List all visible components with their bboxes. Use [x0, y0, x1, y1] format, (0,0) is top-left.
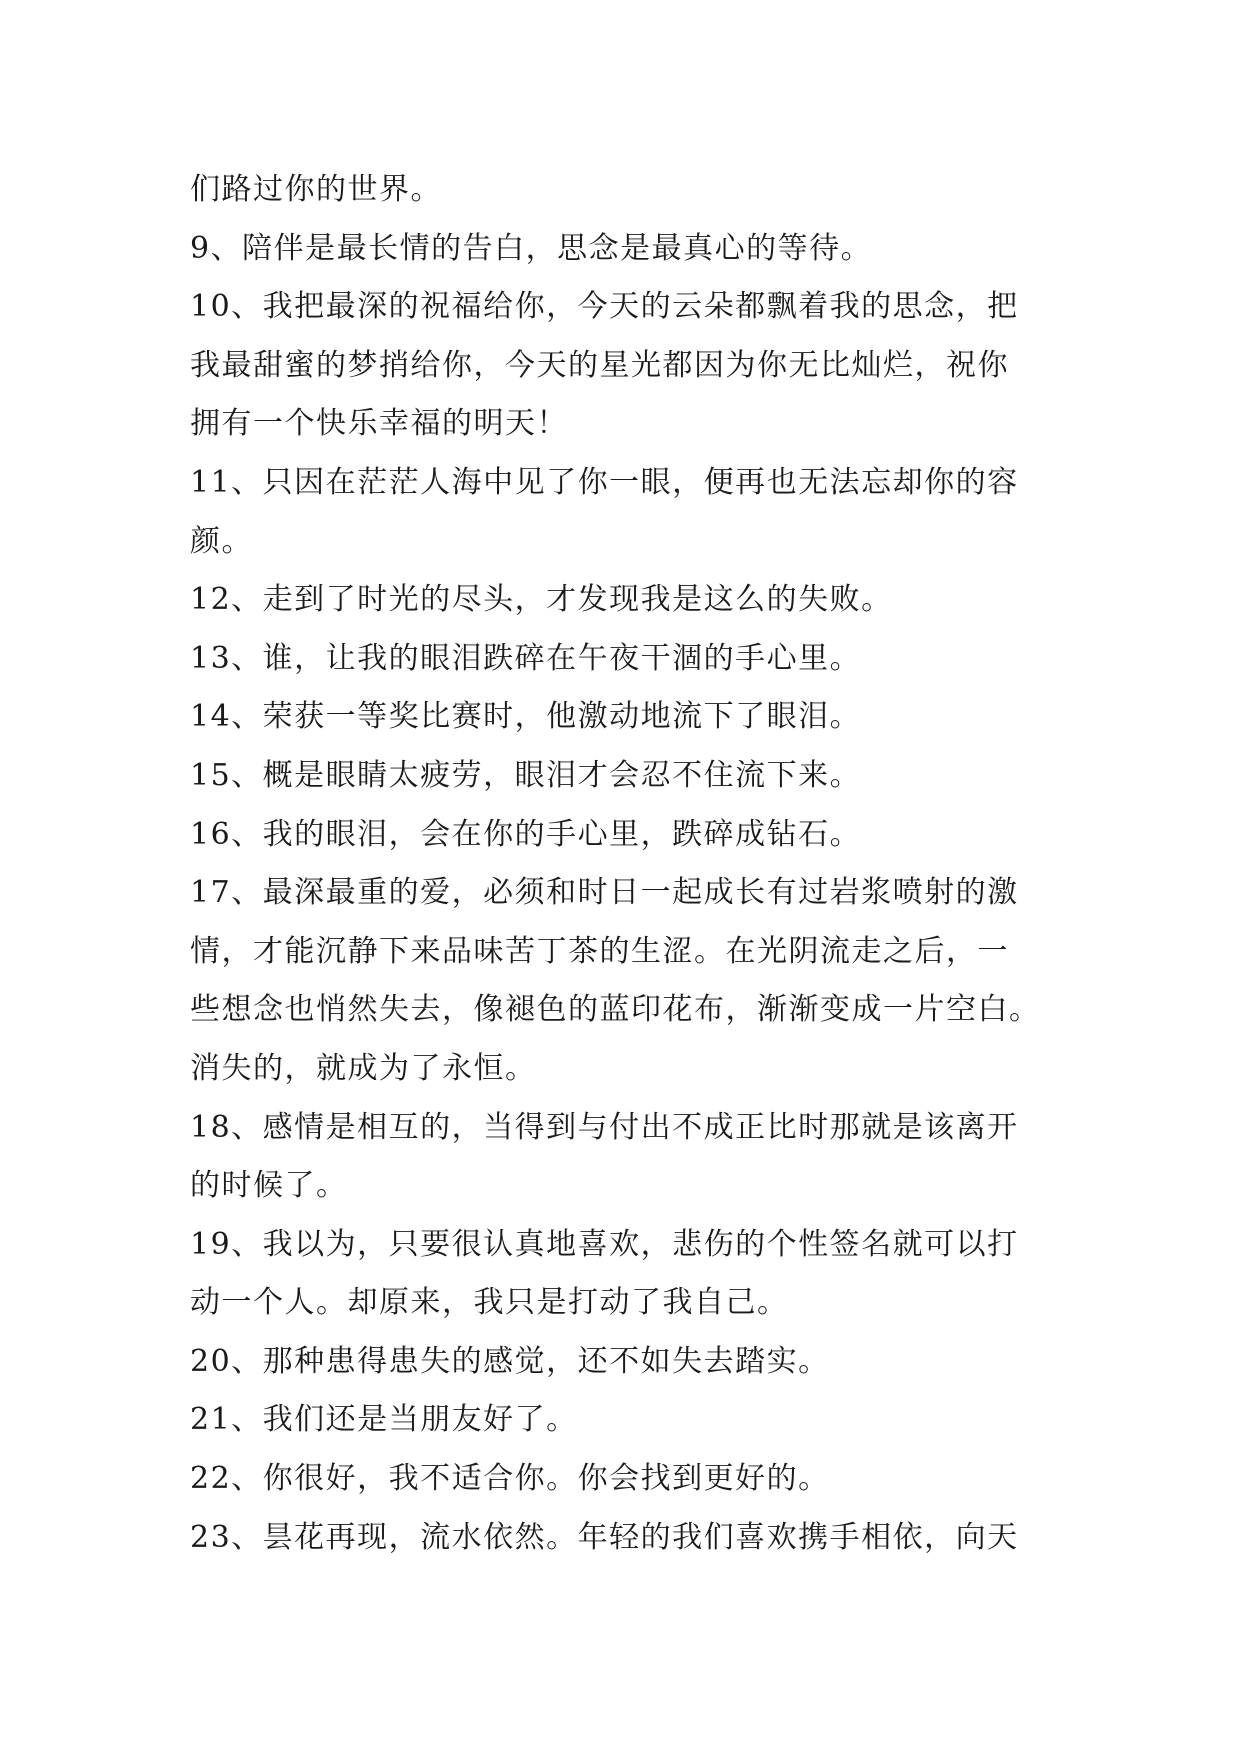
body-text [190, 161, 1060, 1567]
text-line: 拥有一个快乐幸福的明天！ [190, 406, 568, 442]
text-line: 9、陪伴是最长情的告白，思念是最真心的等待。 [190, 230, 873, 266]
text-line: 23、昙花再现，流水依然。年轻的我们喜欢携手相依，向天 [190, 1519, 1019, 1555]
text-line: 22、你很好，我不适合你。你会找到更好的。 [190, 1461, 830, 1497]
text-line: 14、荣获一等奖比赛时，他激动地流下了眼泪。 [190, 699, 862, 735]
text-line: 19、我以为，只要很认真地喜欢，悲伤的个性签名就可以打 [190, 1226, 1019, 1262]
text-line: 些想念也悄然失去，像褪色的蓝印花布，渐渐变成一片空白。 [190, 992, 1041, 1028]
text-line: 20、那种患得患失的感觉，还不如失去踏实。 [190, 1343, 830, 1379]
text-line: 12、走到了时光的尽头，才发现我是这么的失败。 [190, 582, 893, 618]
text-line: 13、谁，让我的眼泪跌碎在午夜干涸的手心里。 [190, 640, 862, 676]
text-line: 颜。 [190, 523, 253, 559]
text-line: 18、感情是相互的，当得到与付出不成正比时那就是该离开 [190, 1109, 1019, 1145]
text-line: 消失的，就成为了永恒。 [190, 1050, 537, 1086]
text-line: 15、概是眼睛太疲劳，眼泪才会忍不住流下来。 [190, 757, 862, 793]
text-line: 们路过你的世界。 [190, 172, 442, 207]
text-line: 17、最深最重的爱，必须和时日一起成长有过岩浆喷射的激 [190, 875, 1019, 911]
text-line: 16、我的眼泪，会在你的手心里，跌碎成钻石。 [190, 816, 862, 852]
text-line: 我最甜蜜的梦捎给你，今天的星光都因为你无比灿烂，祝你 [190, 347, 1009, 383]
text-line: 动一个人。却原来，我只是打动了我自己。 [190, 1285, 789, 1321]
text-line: 10、我把最深的祝福给你，今天的云朵都飘着我的思念，把 [190, 289, 1019, 325]
text-line: 21、我们还是当朋友好了。 [190, 1402, 578, 1438]
text-line: 的时候了。 [190, 1168, 348, 1204]
text-line: 11、只因在茫茫人海中见了你一眼，便再也无法忘却你的容 [190, 464, 1019, 500]
text-line: 情，才能沉静下来品味苦丁茶的生涩。在光阴流走之后，一 [190, 933, 1009, 969]
